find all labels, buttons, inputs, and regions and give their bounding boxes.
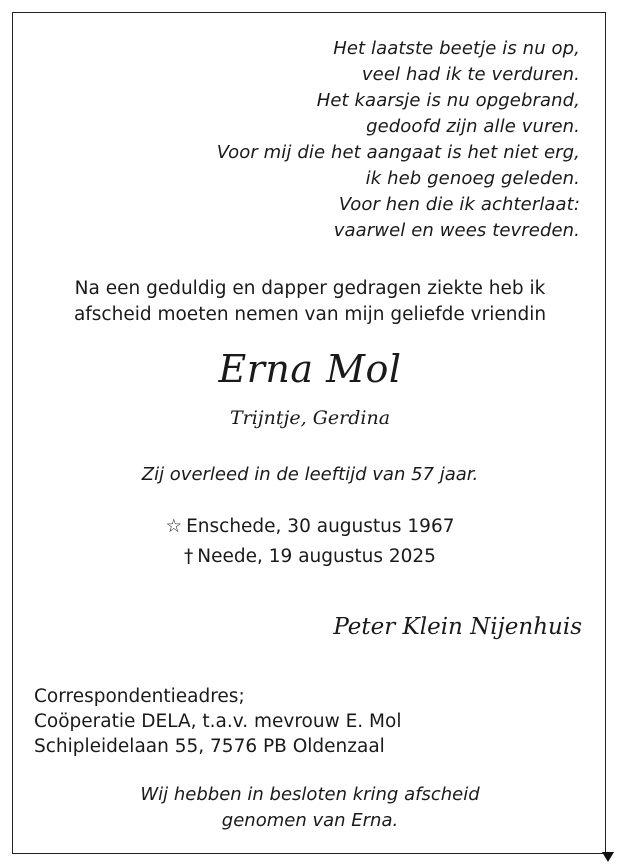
scroll-down-arrow-icon[interactable] — [602, 852, 614, 862]
closing-line: genomen van Erna. — [221, 810, 399, 831]
birth-date: Enschede, 30 augustus 1967 — [186, 516, 455, 537]
signer-name: Peter Klein Nijenhuis — [333, 614, 582, 640]
poem-line: Voor mij die het aangaat is het niet erg, — [216, 142, 580, 163]
death-date: Neede, 19 augustus 2025 — [197, 546, 436, 567]
birth-line — [0, 512, 620, 542]
deceased-name: Erna Mol — [218, 347, 402, 391]
death-line — [0, 542, 620, 572]
address-line: Coöperatie DELA, t.a.v. mevrouw E. Mol — [34, 711, 402, 732]
poem-line: vaarwel en wees tevreden. — [333, 220, 580, 241]
poem-line: ik heb genoeg geleden. — [365, 168, 580, 189]
address-line: Schipleidelaan 55, 7576 PB Oldenzaal — [34, 736, 385, 757]
closing-line: Wij hebben in besloten kring afscheid — [140, 784, 480, 805]
poem-line: veel had ik te verduren. — [361, 64, 580, 85]
poem — [217, 36, 580, 244]
life-dates — [0, 512, 620, 572]
intro-line: Na een geduldig en dapper gedragen ziekte heb ik — [74, 278, 546, 299]
address-heading: Correspondentieadres; — [34, 686, 245, 707]
closing-text — [0, 782, 620, 834]
poem-line: Het kaarsje is nu opgebrand, — [316, 90, 580, 111]
star-icon: ☆ — [165, 516, 183, 537]
poem-line: Het laatste beetje is nu op, — [333, 38, 580, 59]
cross-icon: † — [184, 546, 194, 567]
intro-text — [0, 276, 620, 328]
correspondence-address — [34, 684, 401, 759]
poem-line: Voor hen die ik achterlaat: — [338, 194, 580, 215]
age-line: Zij overleed in de leeftijd van 57 jaar. — [141, 464, 479, 485]
deceased-given-names: Trijntje, Gerdina — [229, 407, 391, 429]
intro-line: afscheid moeten nemen van mijn geliefde vriendin — [73, 304, 547, 325]
poem-line: gedoofd zijn alle vuren. — [366, 116, 580, 137]
